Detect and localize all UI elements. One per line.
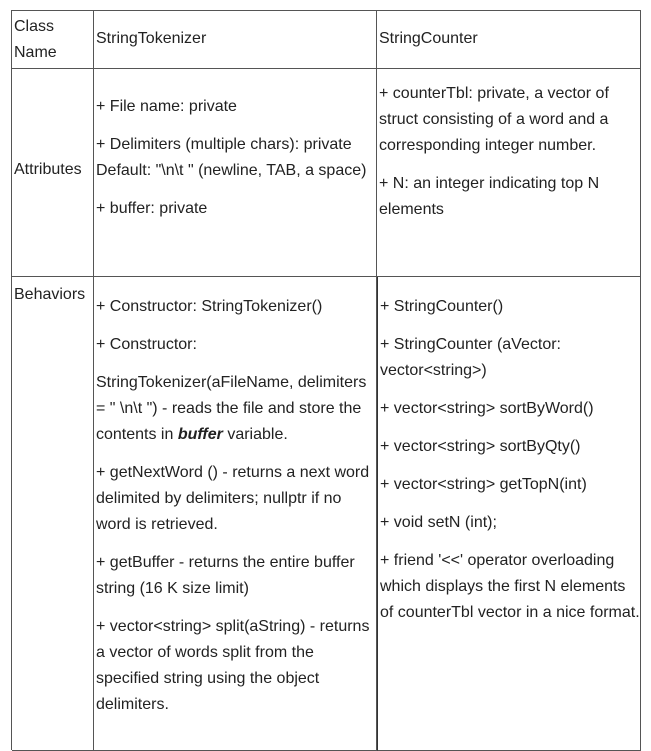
behavior-constructor-args xyxy=(96,370,376,448)
behavior-get-top-n: + vector<string> getTopN(int) xyxy=(380,476,587,493)
attributes-label: Attributes xyxy=(14,161,82,178)
buffer-emphasis: buffer xyxy=(177,426,223,443)
constructor-args-text: StringTokenizer(aFileName, delimiters = " \n\t ") - reads the file and store the contents in xyxy=(96,374,367,443)
attr-file-name: + File name: private xyxy=(96,98,237,115)
attr-counter-tbl: + counterTbl: private, a vector of struct consisting of a word and a corresponding integer number. xyxy=(379,85,609,154)
behavior-split: + vector<string> split(aString) - returns a vector of words split from the specified string using the object delimiters. xyxy=(96,618,370,713)
behavior-sort-by-qty: + vector<string> sortByQty() xyxy=(380,438,581,455)
behavior-get-next-word: + getNextWord () - returns a next word delimited by delimiters; nullptr if no word is retrieved. xyxy=(96,464,370,533)
class-design-table xyxy=(11,10,641,750)
header-string-tokenizer xyxy=(94,11,377,69)
behaviors-label-cell xyxy=(12,277,94,751)
counter-attributes-cell xyxy=(377,69,641,277)
constructor-args-tail: variable. xyxy=(222,426,288,443)
attributes-label-cell xyxy=(12,69,94,277)
attr-delimiters: + Delimiters (multiple chars): private Default: "\n\t " (newline, TAB, a space) xyxy=(96,136,367,179)
header-class-name-text: Class Name xyxy=(14,18,57,61)
header-string-counter xyxy=(377,11,641,69)
attr-n: + N: an integer indicating top N elements xyxy=(379,175,600,218)
behavior-sort-by-word: + vector<string> sortByWord() xyxy=(380,400,594,417)
behavior-set-n: + void setN (int); xyxy=(380,514,497,531)
behavior-default-constructor: + Constructor: StringTokenizer() xyxy=(96,298,323,315)
behaviors-label: Behaviors xyxy=(14,286,86,303)
header-string-tokenizer-text: StringTokenizer xyxy=(96,30,207,47)
header-class-name xyxy=(12,11,94,69)
header-string-counter-text: StringCounter xyxy=(379,30,478,47)
attr-buffer: + buffer: private xyxy=(96,200,208,217)
tokenizer-attributes-cell xyxy=(94,69,377,277)
behavior-get-buffer: + getBuffer - returns the entire buffer string (16 K size limit) xyxy=(96,554,355,597)
behavior-string-counter-default: + StringCounter() xyxy=(380,298,504,315)
behavior-friend-operator: + friend '<<' operator overloading which displays the first N elements of counterTbl vector in a nice format. xyxy=(380,552,640,621)
behavior-string-counter-vector: + StringCounter (aVector: vector<string>) xyxy=(380,336,561,379)
tokenizer-behaviors-cell xyxy=(94,277,377,751)
behavior-constructor-label: + Constructor: xyxy=(96,336,197,353)
counter-behaviors-cell xyxy=(377,277,641,751)
